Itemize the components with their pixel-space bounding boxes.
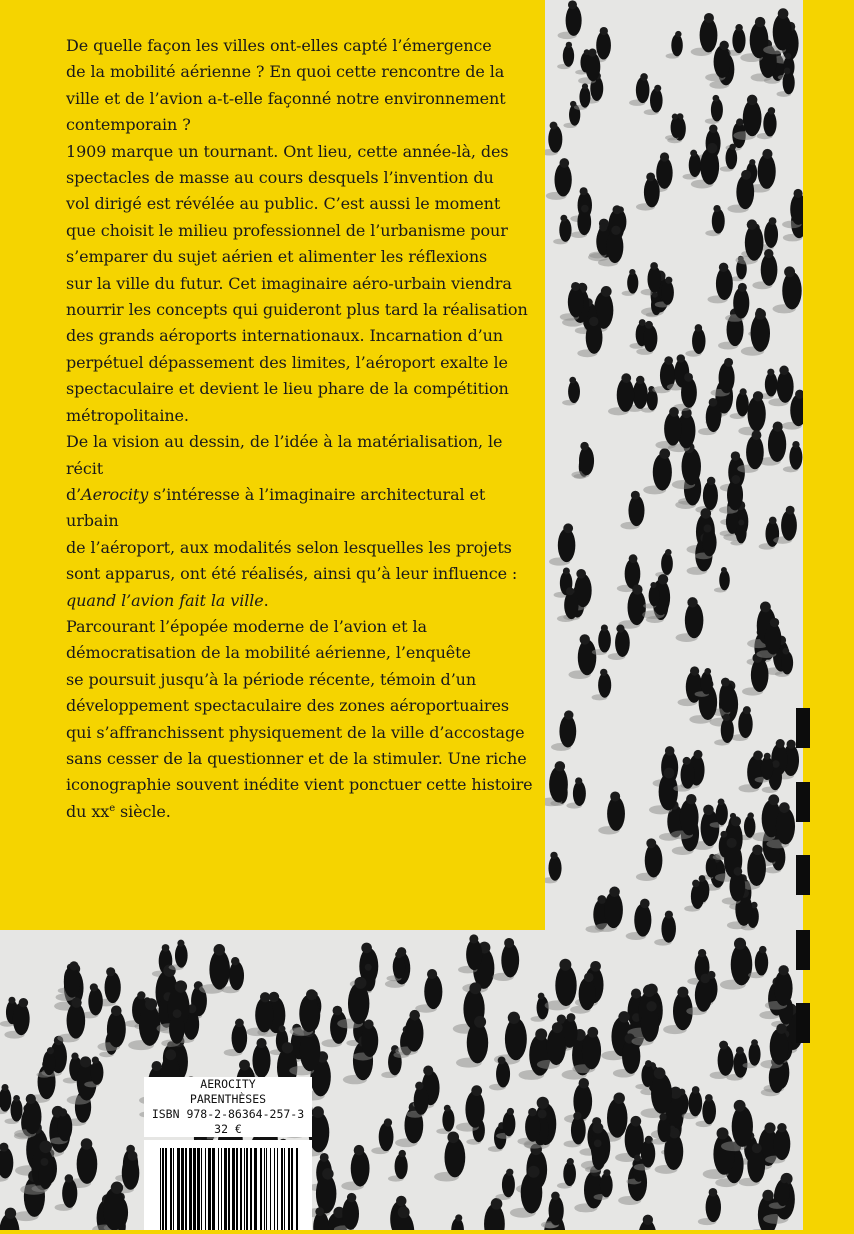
- registration-mark: [796, 708, 810, 748]
- spine-edge-strip: [803, 0, 854, 1230]
- blurb-paragraph: [66, 429, 542, 614]
- barcode-bar: [205, 1148, 206, 1230]
- barcode-bar: [162, 1148, 164, 1230]
- blurb-superscript: e: [109, 802, 116, 814]
- pedestrian-figure: [557, 1158, 576, 1189]
- pedestrian-figure: [655, 549, 673, 577]
- label-title: AEROCITY: [200, 1077, 256, 1091]
- pedestrian-figure: [738, 751, 764, 793]
- pedestrian-figure: [574, 1166, 603, 1213]
- pedestrian-figure: [571, 442, 594, 478]
- barcode-bar: [177, 1148, 180, 1230]
- pedestrian-figure: [224, 1019, 247, 1057]
- barcode-bar: [228, 1148, 230, 1230]
- barcode-bar: [212, 1148, 215, 1230]
- barcode-bar: [291, 1148, 293, 1230]
- pedestrian-figure: [382, 1206, 414, 1230]
- pedestrian-figure: [415, 969, 442, 1013]
- pedestrian-figure: [737, 430, 763, 473]
- barcode-bar: [240, 1148, 242, 1230]
- barcode-bar: [170, 1148, 172, 1230]
- pedestrian-figure: [563, 101, 580, 128]
- pedestrian-figure: [456, 1085, 485, 1131]
- pedestrian-figure: [510, 1166, 542, 1218]
- barcode-bar: [284, 1148, 285, 1230]
- pedestrian-figure: [492, 938, 519, 981]
- barcode-bar: [173, 1148, 174, 1230]
- pedestrian-figure: [685, 324, 705, 357]
- pedestrian-figure: [641, 262, 662, 295]
- blurb-paragraph: [66, 614, 542, 825]
- barcode-bar: [221, 1148, 222, 1230]
- pedestrian-figure: [752, 794, 781, 841]
- barcode: [144, 1140, 312, 1230]
- pedestrian-figure: [636, 172, 660, 210]
- barcode-bar: [218, 1148, 219, 1230]
- pedestrian-figure: [643, 448, 672, 494]
- pedestrian-figure: [703, 1127, 735, 1179]
- pedestrian-figure: [760, 1023, 788, 1068]
- barcode-bar: [270, 1148, 271, 1230]
- barcode-bar: [246, 1148, 248, 1230]
- pedestrian-figure: [436, 1105, 454, 1134]
- pedestrian-figure: [711, 358, 735, 397]
- pedestrian-figure: [727, 170, 754, 213]
- pedestrian-figure: [553, 215, 571, 245]
- pedestrian-figure: [710, 1041, 734, 1079]
- blurb-text: De quelle façon les villes ont-elles capté l’émergence de la mobilité aérienne ? En quoi cette rencontre de la ville et de l’avion a-t-elle façonné notre environnement contemporain ?: [66, 36, 506, 135]
- barcode-bar: [274, 1148, 275, 1230]
- pedestrian-figure: [705, 205, 724, 236]
- back-cover-blurb: [66, 33, 542, 825]
- blurb-italic-text: quand l’avion fait la ville: [66, 590, 264, 610]
- blurb-text: .: [263, 590, 269, 610]
- barcode-bar: [189, 1148, 192, 1230]
- blurb-text: 1909 marque un tournant. Ont lieu, cette année-là, des spectacles de masse au cours desquels l’invention du vol dirigé est révélée au public. C’est aussi le moment que choisit le milieu professionnel de l’urbanisme pour s’emparer du sujet aérien et alimenter les réflexions sur la ville du futur. Cet imaginaire aéro-urbain viendra nourrir les concepts qui guideront plus tard la réalisation des grands aéroports internationaux. Incarnation d’un perpétuel dépassement des limites, l’aéroport exalte le spectaculaire et devient le lieu phare de la compétition métropolitaine.: [66, 141, 528, 425]
- pedestrian-figure: [81, 983, 103, 1018]
- pedestrian-figure: [636, 838, 663, 881]
- pedestrian-figure: [0, 1143, 13, 1182]
- pedestrian-figure: [765, 965, 793, 1010]
- pedestrian-figure: [371, 1118, 393, 1154]
- barcode-bar: [281, 1148, 283, 1230]
- pedestrian-figure: [622, 269, 639, 296]
- text-panel: [0, 0, 545, 930]
- pedestrian-figure: [705, 95, 723, 124]
- pedestrian-figure: [733, 95, 761, 140]
- pedestrian-figure: [620, 491, 644, 530]
- blurb-text: siècle.: [115, 801, 171, 821]
- barcode-icon: [144, 1140, 312, 1230]
- pedestrian-figure: [495, 1169, 514, 1200]
- pedestrian-figure: [562, 377, 580, 406]
- barcode-bar: [254, 1148, 257, 1230]
- pedestrian-figure: [678, 666, 703, 706]
- barcode-bar: [201, 1148, 202, 1230]
- label-isbn: ISBN 978-2-86364-257-3: [151, 1107, 305, 1121]
- registration-mark: [796, 782, 810, 822]
- pedestrian-figure: [743, 1039, 761, 1068]
- pedestrian-figure: [720, 938, 752, 990]
- pedestrian-figure: [654, 911, 676, 946]
- blurb-italic-text: Aerocity: [81, 484, 149, 504]
- pedestrian-figure: [629, 73, 649, 106]
- price-label: [144, 1077, 312, 1137]
- barcode-bar: [208, 1148, 211, 1230]
- pedestrian-figure: [782, 189, 803, 228]
- blurb-paragraph: [66, 33, 542, 139]
- barcode-bar: [165, 1148, 167, 1230]
- pedestrian-figure: [655, 407, 681, 449]
- pedestrian-figure: [395, 1010, 423, 1055]
- barcode-bar: [224, 1148, 227, 1230]
- barcode-bar: [236, 1148, 238, 1230]
- pedestrian-figure: [37, 1047, 56, 1077]
- pedestrian-figure: [608, 624, 630, 659]
- barcode-bar: [277, 1148, 278, 1230]
- pedestrian-figure: [574, 83, 591, 110]
- barcode-bar: [288, 1148, 290, 1230]
- barcode-bar: [193, 1148, 196, 1230]
- pedestrian-figure: [626, 899, 652, 940]
- pedestrian-figure: [199, 944, 230, 994]
- barcode-bar: [260, 1148, 262, 1230]
- pedestrian-figure: [494, 1012, 527, 1065]
- label-publisher: PARENTHÈSES: [189, 1092, 267, 1106]
- registration-mark: [796, 930, 810, 970]
- pedestrian-figure: [445, 1214, 464, 1230]
- pedestrian-figure: [629, 1215, 657, 1230]
- pedestrian-figure: [721, 1100, 753, 1151]
- pedestrian-figure: [290, 989, 319, 1036]
- pedestrian-figure: [598, 791, 625, 834]
- barcode-bar: [181, 1148, 184, 1230]
- pedestrian-figure: [551, 710, 576, 751]
- pedestrian-figure: [458, 934, 482, 973]
- pedestrian-figure: [434, 1131, 465, 1181]
- pedestrian-figure: [474, 1198, 505, 1230]
- barcode-bar: [197, 1148, 200, 1230]
- pedestrian-figure: [707, 263, 732, 304]
- pedestrian-figure: [566, 777, 585, 808]
- blurb-text: s’intéresse à l’imaginaire architectural et urbain de l’aéroport, aux modalités selon lesquelles les projets sont apparus, ont été réalisés, ainsi qu’à leur influence :: [66, 484, 518, 584]
- barcode-bar: [296, 1148, 298, 1230]
- blurb-paragraph: [66, 139, 542, 429]
- barcode-bar: [160, 1148, 161, 1230]
- pedestrian-figure: [714, 567, 730, 592]
- barcode-bar: [264, 1148, 265, 1230]
- blurb-text: Parcourant l’épopée moderne de l’avion et la démocratisation de la mobilité aérienne, l’enquête se poursuit jusqu’à la période récente, témoin d’un développement spectaculaire des zones aéroportuaires qui s’affranchissent physiquement de la ville d’accostage sans cesser de la questionner et de la stimuler. Une riche iconographie souvent inédite vient ponctuer cette histoire du xx: [66, 616, 533, 821]
- pedestrian-figure: [341, 1145, 369, 1190]
- pedestrian-figure: [388, 1150, 408, 1182]
- pedestrian-figure: [246, 992, 273, 1036]
- label-price: 32 €: [214, 1122, 242, 1136]
- pedestrian-figure: [726, 24, 746, 56]
- barcode-bar: [244, 1148, 245, 1230]
- pedestrian-figure: [568, 634, 596, 679]
- registration-mark: [796, 1003, 810, 1043]
- pedestrian-figure: [763, 8, 792, 54]
- pedestrian-figure: [676, 597, 704, 642]
- pedestrian-figure: [545, 959, 577, 1011]
- pedestrian-figure: [97, 1006, 125, 1052]
- pedestrian-figure: [558, 0, 582, 39]
- pedestrian-figure: [592, 624, 611, 655]
- pedestrian-figure: [549, 523, 575, 565]
- barcode-bar: [250, 1148, 252, 1230]
- barcode-bar: [232, 1148, 235, 1230]
- pedestrian-figure: [748, 1190, 778, 1230]
- barcode-bar: [185, 1148, 187, 1230]
- barcode-bar: [266, 1148, 267, 1230]
- pedestrian-figure: [0, 1084, 11, 1114]
- pedestrian-figure: [759, 517, 779, 550]
- pedestrian-figure: [592, 669, 612, 701]
- pedestrian-figure: [683, 150, 702, 180]
- registration-mark: [796, 855, 810, 895]
- pedestrian-figure: [691, 13, 718, 56]
- pedestrian-figure: [608, 373, 634, 415]
- pedestrian-figure: [698, 1188, 721, 1225]
- blurb-text: De la vision au dessin, de l’idée à la matérialisation, le récit d’: [66, 432, 503, 504]
- pedestrian-figure: [557, 42, 574, 69]
- pedestrian-figure: [666, 31, 683, 59]
- pedestrian-figure: [541, 1192, 564, 1229]
- pedestrian-figure: [546, 158, 572, 200]
